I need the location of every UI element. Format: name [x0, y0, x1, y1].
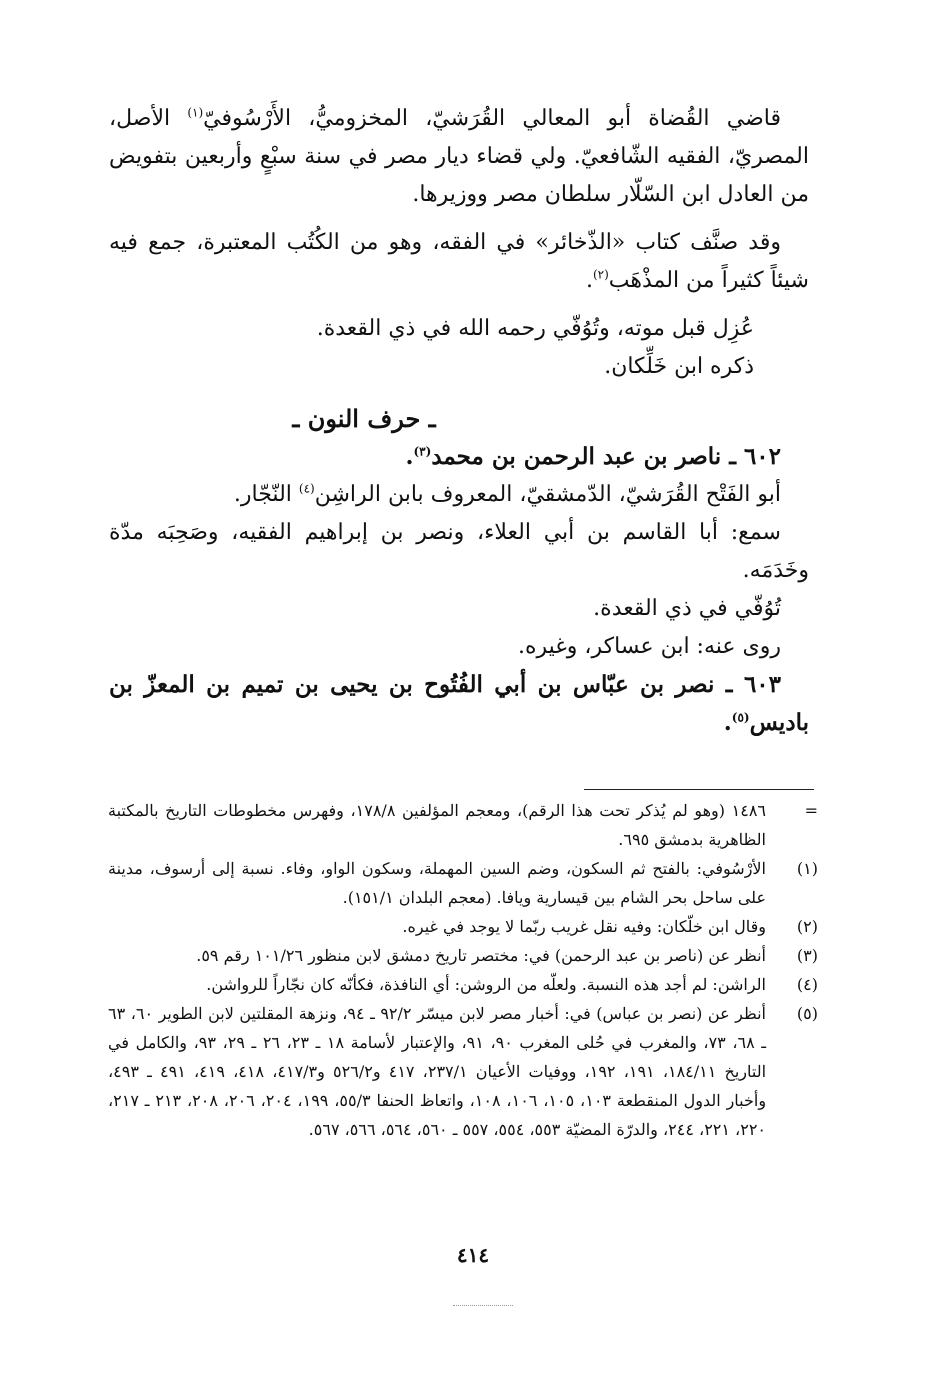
footnote-marker: (٣) [796, 946, 818, 965]
footnote-marker: (٤) [796, 975, 818, 994]
entry-602-teachers: سمع: أبا القاسم بن أبي العلاء، ونصر بن إبراهيم الفقيه، وصَحِبَه مدّة وخَدَمَه. [109, 520, 809, 583]
scan-mark [453, 1305, 513, 1306]
entry-603-title-end: . [723, 709, 732, 736]
paragraph-biography-start: قاضي القُضاة أبو المعالي القُرَشيّ، المخزوميُّ، الأَرْسُوفيّ [203, 106, 781, 131]
entry-602-kunya-text: أبو الفَتْح القُرَشيّ، الدّمشقيّ، المعروف بابن الراشِن [314, 482, 781, 507]
footnote-5 [108, 999, 818, 1144]
main-text [109, 100, 809, 742]
footnote-4 [108, 970, 818, 999]
footnote-text: وقال ابن خلّكان: وفيه نقل غريب ربّما لا يوجد في غيره. [402, 917, 766, 936]
footnote-ref-3: (٣) [413, 444, 432, 459]
footnotes [108, 796, 818, 1144]
paragraph-books-end: . [585, 268, 593, 293]
paragraph-death: عُزِل قبل موته، وتُوُفّي رحمه الله في ذي القعدة. [316, 316, 754, 341]
entry-602-title-text: ٦٠٢ ـ ناصر بن عبد الرحمن بن محمد [431, 443, 781, 470]
paragraph-biography-rest: الأصل، المصريّ، الفقيه الشّافعيّ. ولي قضاء ديار مصر في سنة سبْعٍ وأربعين بتفويض من العادل ابن السّلّار سلطان مصر ووزيرها. [109, 106, 809, 207]
footnote-ref-1: (١) [187, 105, 204, 120]
paragraph-source: ذكره ابن خَلِّكان. [604, 354, 754, 379]
footnote-marker: = [804, 801, 818, 820]
paragraph-biography [109, 100, 809, 214]
footnote-text: أنظر عن (ناصر بن عبد الرحمن) في: مختصر تاريخ دمشق لابن منظور ١٠١/٢٦ رقم ٥٩. [196, 946, 766, 965]
paragraph-books [109, 224, 809, 300]
footnote-ref-2: (٢) [592, 267, 609, 282]
footnote-ref-4: (٤) [298, 481, 315, 496]
footnote-continuation [108, 796, 818, 854]
footnote-2 [108, 912, 818, 941]
paragraph-books-text: وقد صنَّف كتاب «الذّخائر» في الفقه، وهو من الكُتُب المعتبرة، جمع فيه شيئاً كثيراً من المذْهَب [109, 230, 809, 293]
page-number: ٤١٤ [456, 1243, 490, 1267]
entry-603-title [109, 666, 809, 742]
footnote-marker: (١) [796, 859, 818, 878]
footnote-text: ١٤٨٦ (وهو لم يُذكر تحت هذا الرقم)، ومعجم المؤلفين ١٧٨/٨، وفهرس مخطوطات التاريخ بالمكتبة الظاهرية بدمشق ٦٩٥. [108, 801, 766, 849]
entry-602-title [109, 438, 809, 476]
entry-602-death: تُوُفّي في ذي القعدة. [593, 596, 781, 621]
footnote-text: أنظر عن (نصر بن عباس) في: أخبار مصر لابن ميسّر ٩٢/٢ ـ ٩٤، ونزهة المقلتين لابن الطوير ٦٠، ٦٣ ـ ٦٨، ٧٣، والمغرب في حُلى المغرب ٩٠، ٩١، والإعتبار لأسامة ١٨ ـ ٢٣، ٢٦ ـ ٢٩، ٩٣، والكامل في التاريخ ١٨٤/١١، ١٩١، ١٩٢، ووفيات الأعيان ٢٣٧/١، ٤١٧ و٥٢٦/٢ و٤١٧/٣، ٤١٨، ٤١٩، ٤٩١ ـ ٤٩٣، وأخبار الدول المنقطعة ١٠٣، ١٠٥، ١٠٦، ١٠٨، واتعاظ الحنفا ٥٥/٣، ١٩٩، ٢٠٤، ٢٠٦، ٢٠٨، ٢١٣ ـ ٢١٧، ٢٢٠، ٢٢١، ٢٤٤، والدرّة المضيّة ٥٥٣، ٥٥٤، ٥٥٧ ـ ٥٦٠، ٥٦٤، ٥٦٦، ٥٦٧. [108, 1004, 767, 1139]
entry-602-narrators: روى عنه: ابن عساكر، وغيره. [518, 634, 781, 659]
section-heading: ـ حرف النون ـ [292, 404, 436, 433]
entry-602-title-end: . [405, 443, 414, 470]
entry-603-title-text: ٦٠٣ ـ نصر بن عبّاس بن أبي الفُتُوح بن يحيى بن تميم بن المعزّ بن باديس [109, 671, 809, 736]
footnote-marker: (٥) [796, 1004, 818, 1023]
footnote-marker: (٢) [796, 917, 818, 936]
footnote-3 [108, 941, 818, 970]
entry-602-kunya [109, 476, 809, 514]
footnote-text: الراشن: لم أجد هذه النسبة. ولعلّه من الروشن: أي النافذة، فكأنّه كان نجّاراً للرواشن. [206, 975, 766, 994]
footnote-text: الأرْسُوفي: بالفتح ثم السكون، وضم السين المهملة، وسكون الواو، وفاء. نسبة إلى أرسوف، مدينة على ساحل بحر الشام بين قيسارية ويافا. (معجم البلدان ١٥١/١). [108, 859, 766, 907]
footnote-1 [108, 854, 818, 912]
entry-602-kunya-end: النّجّار. [233, 482, 299, 507]
footnote-divider [584, 789, 814, 790]
footnote-ref-5: (٥) [731, 710, 750, 725]
